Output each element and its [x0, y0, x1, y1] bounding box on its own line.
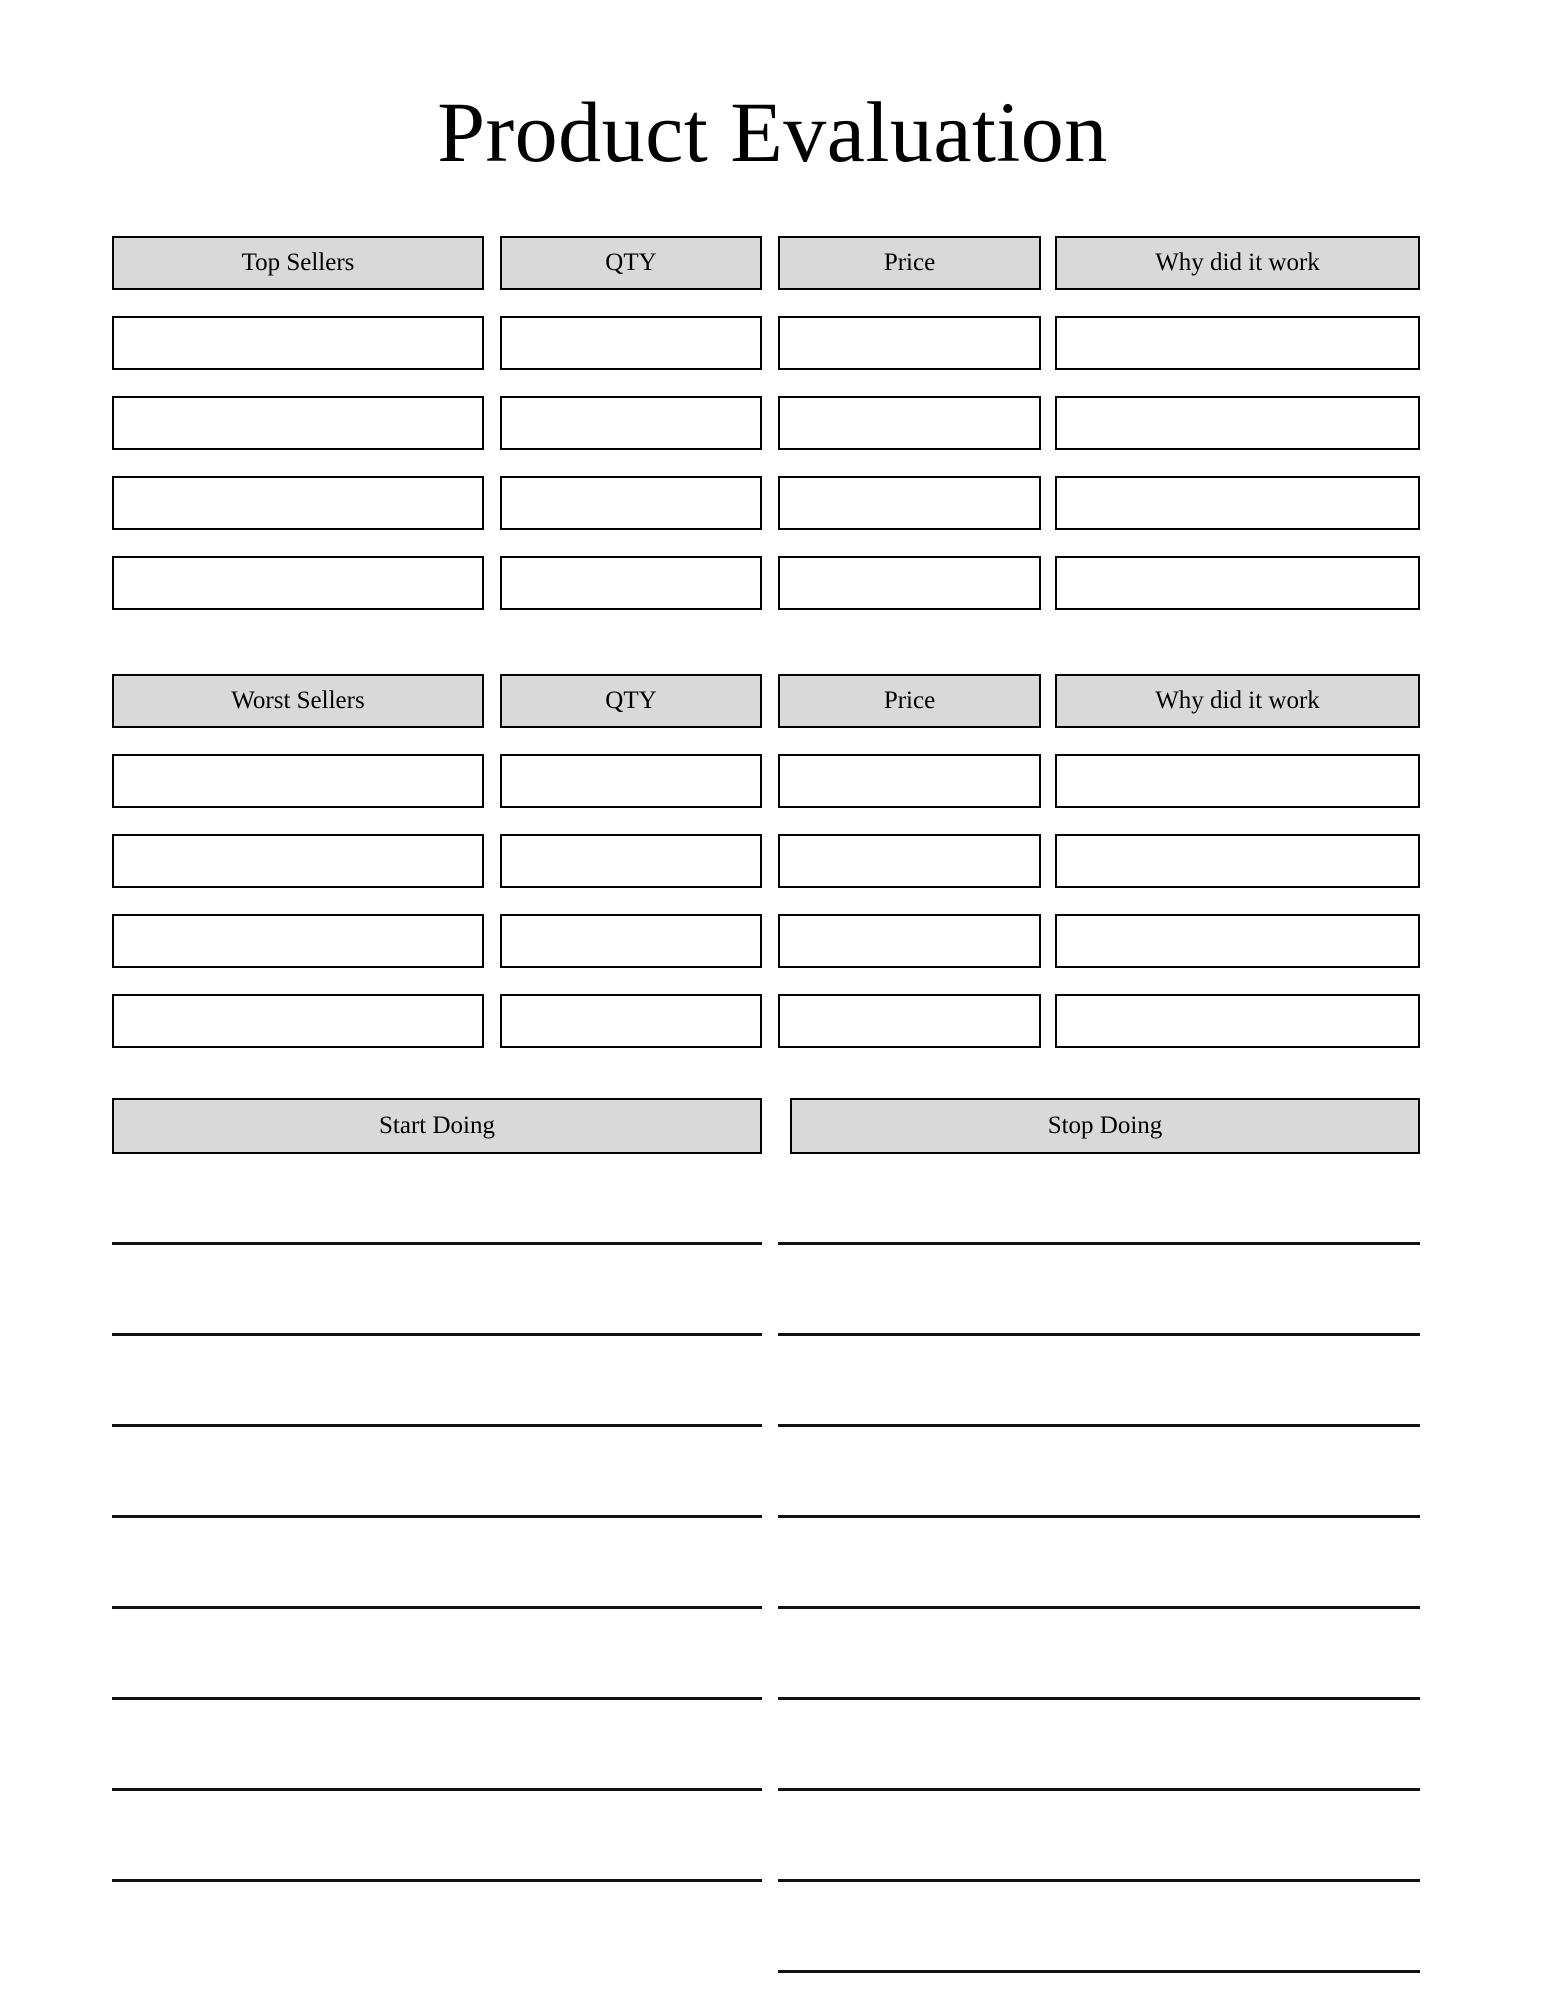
rule-line	[778, 1788, 1420, 1791]
rule-line	[112, 1515, 762, 1518]
table-input-cell[interactable]	[778, 994, 1041, 1048]
write-in-line[interactable]	[112, 1518, 762, 1609]
table-input-cell[interactable]	[500, 994, 762, 1048]
table-input-cell[interactable]	[500, 754, 762, 808]
write-in-line[interactable]	[778, 1609, 1420, 1700]
table-input-cell[interactable]	[500, 476, 762, 530]
column-header-label: Top Sellers	[241, 249, 355, 276]
bottom-section-headers	[112, 1098, 1420, 1154]
write-in-line[interactable]	[778, 1882, 1420, 1973]
start-doing-lines	[112, 1154, 762, 1882]
column-header-label: Price	[883, 249, 936, 276]
page-title: Product Evaluation	[437, 84, 1108, 180]
table-input-cell[interactable]	[112, 914, 484, 968]
table-input-cell[interactable]	[112, 834, 484, 888]
table-input-cell[interactable]	[112, 396, 484, 450]
column-header-label: QTY	[605, 687, 657, 714]
rule-line	[778, 1424, 1420, 1427]
write-in-line[interactable]	[778, 1791, 1420, 1882]
stop-doing-header	[790, 1098, 1420, 1154]
write-in-line[interactable]	[778, 1245, 1420, 1336]
table-row	[112, 316, 1420, 370]
table-input-cell[interactable]	[778, 396, 1041, 450]
write-in-line[interactable]	[778, 1154, 1420, 1245]
column-header	[500, 236, 762, 290]
column-header-label: Why did it work	[1155, 687, 1320, 714]
rule-line	[778, 1333, 1420, 1336]
table-input-cell[interactable]	[778, 316, 1041, 370]
table-input-cell[interactable]	[112, 994, 484, 1048]
rule-line	[778, 1606, 1420, 1609]
column-header	[1055, 674, 1420, 728]
table-input-cell[interactable]	[1055, 316, 1420, 370]
rule-line	[778, 1515, 1420, 1518]
column-header	[1055, 236, 1420, 290]
write-in-line[interactable]	[112, 1336, 762, 1427]
write-in-line[interactable]	[112, 1427, 762, 1518]
table-input-cell[interactable]	[1055, 556, 1420, 610]
column-header-label: QTY	[605, 249, 657, 276]
rule-line	[112, 1242, 762, 1245]
rule-line	[778, 1879, 1420, 1882]
stop-doing-label: Stop Doing	[1047, 1112, 1163, 1139]
worst-sellers-table	[112, 674, 1420, 1074]
table-row	[112, 994, 1420, 1048]
table-row	[112, 914, 1420, 968]
column-header	[778, 236, 1041, 290]
table-input-cell[interactable]	[1055, 834, 1420, 888]
table-input-cell[interactable]	[1055, 476, 1420, 530]
column-header	[112, 236, 484, 290]
stop-doing-lines	[778, 1154, 1420, 1973]
table-header-row	[112, 236, 1420, 290]
table-input-cell[interactable]	[500, 834, 762, 888]
write-in-line[interactable]	[112, 1245, 762, 1336]
write-in-line[interactable]	[778, 1336, 1420, 1427]
write-in-line[interactable]	[778, 1700, 1420, 1791]
column-header-label: Why did it work	[1155, 249, 1320, 276]
table-input-cell[interactable]	[778, 556, 1041, 610]
write-in-line[interactable]	[112, 1700, 762, 1791]
table-row	[112, 476, 1420, 530]
write-in-line[interactable]	[112, 1154, 762, 1245]
column-header	[500, 674, 762, 728]
table-input-cell[interactable]	[500, 316, 762, 370]
rule-line	[778, 1697, 1420, 1700]
table-row	[112, 556, 1420, 610]
table-input-cell[interactable]	[500, 914, 762, 968]
top-sellers-table	[112, 236, 1420, 636]
table-row	[112, 396, 1420, 450]
table-input-cell[interactable]	[1055, 396, 1420, 450]
rule-line	[112, 1424, 762, 1427]
table-input-cell[interactable]	[500, 556, 762, 610]
write-in-line[interactable]	[778, 1427, 1420, 1518]
table-input-cell[interactable]	[112, 476, 484, 530]
rule-line	[778, 1970, 1420, 1973]
column-header-label: Worst Sellers	[231, 687, 365, 714]
table-header-row	[112, 674, 1420, 728]
table-input-cell[interactable]	[778, 914, 1041, 968]
rule-line	[112, 1606, 762, 1609]
table-input-cell[interactable]	[778, 754, 1041, 808]
table-input-cell[interactable]	[112, 556, 484, 610]
rule-line	[778, 1242, 1420, 1245]
table-input-cell[interactable]	[778, 476, 1041, 530]
table-input-cell[interactable]	[112, 316, 484, 370]
start-doing-header	[112, 1098, 762, 1154]
table-input-cell[interactable]	[112, 754, 484, 808]
column-header	[778, 674, 1041, 728]
table-row	[112, 754, 1420, 808]
start-doing-label: Start Doing	[379, 1112, 495, 1139]
table-input-cell[interactable]	[778, 834, 1041, 888]
rule-line	[112, 1697, 762, 1700]
table-row	[112, 834, 1420, 888]
column-header	[112, 674, 484, 728]
write-in-line[interactable]	[778, 1518, 1420, 1609]
write-in-line[interactable]	[112, 1609, 762, 1700]
rule-line	[112, 1788, 762, 1791]
write-in-line[interactable]	[112, 1791, 762, 1882]
rule-line	[112, 1333, 762, 1336]
column-header-label: Price	[883, 687, 936, 714]
table-input-cell[interactable]	[1055, 994, 1420, 1048]
table-input-cell[interactable]	[500, 396, 762, 450]
table-input-cell[interactable]	[1055, 754, 1420, 808]
table-input-cell[interactable]	[1055, 914, 1420, 968]
rule-line	[112, 1879, 762, 1882]
